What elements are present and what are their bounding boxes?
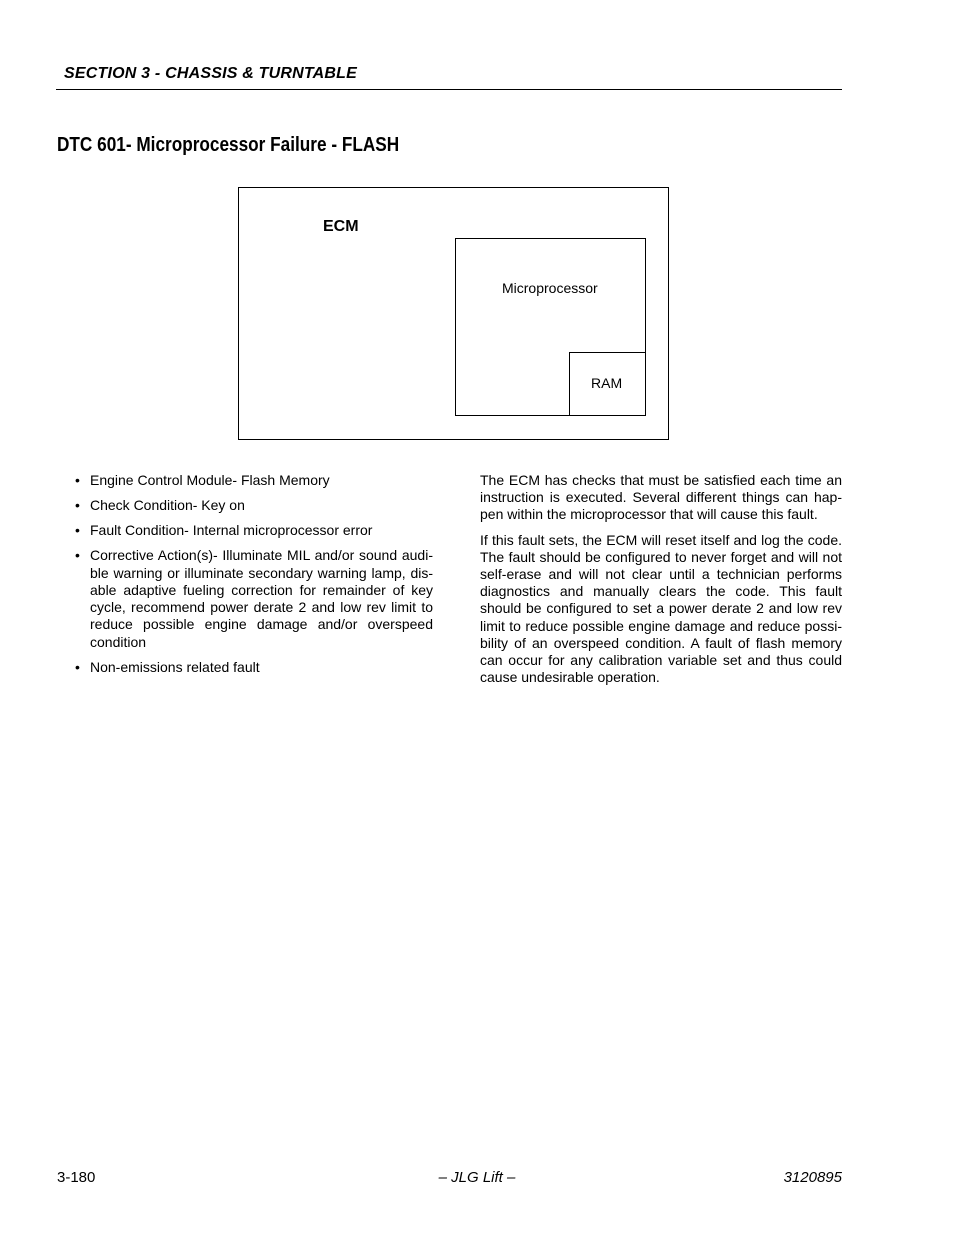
ecm-box [238, 187, 669, 440]
ecm-label: ECM [323, 218, 359, 235]
bullet-marker: • [75, 658, 80, 675]
fault-details-list [75, 472, 433, 676]
list-item [75, 497, 433, 514]
microprocessor-label: Microprocessor [502, 280, 598, 296]
page-title: DTC 601- Microprocessor Failure - FLASH [57, 134, 400, 156]
fault-details-column [75, 472, 433, 684]
description-paragraph: If this fault sets, the ECM will reset itself and log the code. The fault should be configured to never forget and will not self-erase and will not clear until a technician performs diagnostics and manually clears the code. This fault should be configured to set a power derate 2 and low rev limit to reduce possible engine damage and reduce possi-bility of an overspeed condition. A fault of flash memory can occur for any calibration variable set and thus could cause undesirable operation. [480, 531, 842, 686]
ecm-diagram [238, 187, 669, 440]
publisher-footer: – JLG Lift – [438, 1169, 516, 1186]
ram-label: RAM [591, 375, 623, 391]
bullet-marker: • [75, 497, 80, 514]
ram-box [569, 352, 645, 415]
list-item [75, 522, 433, 539]
list-item [75, 547, 433, 651]
list-item-text: Non-emissions related fault [90, 658, 260, 675]
bullet-marker: • [75, 522, 80, 539]
description-paragraph: The ECM has checks that must be satisfied each time an instruction is executed. Several different things can hap-pen within the microprocessor that will cause this fault. [480, 472, 842, 523]
list-item [75, 472, 433, 489]
microprocessor-box [455, 238, 646, 416]
document-number: 3120895 [783, 1169, 842, 1186]
description-column [480, 472, 842, 694]
list-item-text: Corrective Action(s)- Illuminate MIL and/or sound audi-ble warning or illuminate secondary warning lamp, dis-able adaptive fueling correction for remainder of key cycle, recommend power derate 2 and low rev limit to reduce possible engine damage and/or overspeed condition [90, 547, 433, 650]
list-item-text: Fault Condition- Internal microprocessor error [90, 522, 373, 539]
header-divider [56, 89, 842, 90]
list-item [75, 659, 433, 676]
section-header: SECTION 3 - CHASSIS & TURNTABLE [64, 65, 358, 82]
bullet-marker: • [75, 472, 80, 488]
list-item-text: Engine Control Module- Flash Memory [90, 472, 330, 488]
list-item-text: Check Condition- Key on [90, 497, 245, 514]
page-number: 3-180 [57, 1169, 96, 1186]
bullet-marker: • [75, 547, 80, 564]
